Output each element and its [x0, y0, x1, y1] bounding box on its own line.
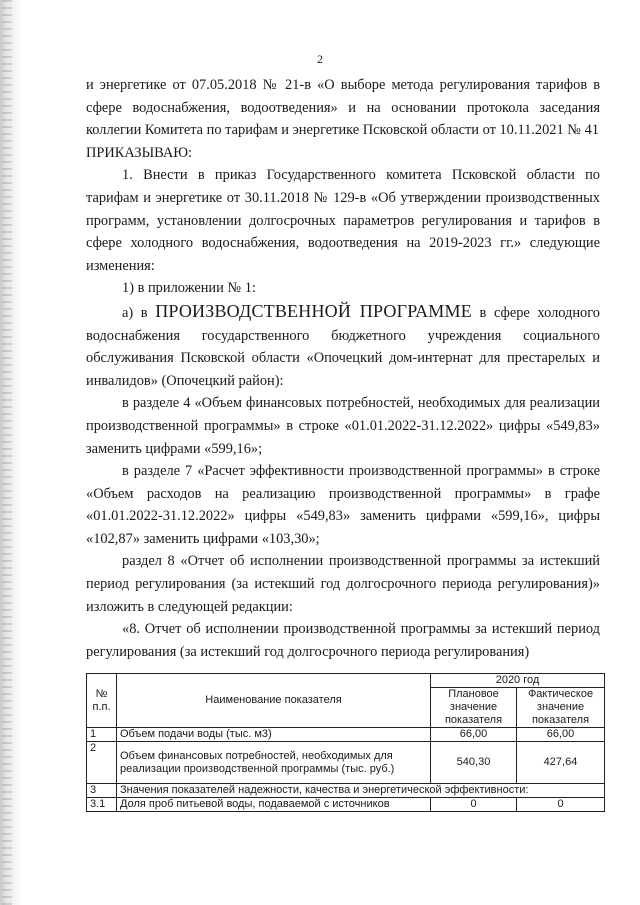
order-word: ПРИКАЗЫВАЮ:	[86, 144, 193, 161]
row-name: Значения показателей надежности, качества и энергетической эффективности:	[117, 784, 605, 798]
table-row	[87, 784, 605, 798]
header-name: Наименование показателя	[117, 674, 431, 728]
item-a-rest: в сфере холодного водоснабжения государственного бюджетного учреждения социального обслуживания Псковской области «Опочецкий дом-интернат для престарелых и инвалидов» (Опочецкий район):	[86, 304, 600, 389]
header-num: № п.п.	[87, 674, 117, 728]
row-planned: 66,00	[431, 728, 517, 742]
header-year: 2020 год	[431, 674, 605, 688]
subitem-1-paragraph: 1) в приложении № 1:	[122, 280, 256, 297]
table-row	[87, 742, 605, 784]
row-num: 2	[87, 742, 117, 784]
row-num: 3	[87, 784, 117, 798]
header-planned: Плановое значение показателя	[431, 688, 517, 728]
section-4-paragraph: в разделе 4 «Объем финансовых потребностей, необходимых для реализации производственной программы» в строке «01.01.2022-31.12.2022» цифры «549,83» заменить цифрами «599,16»;	[86, 395, 600, 457]
item-a-paragraph	[86, 300, 600, 392]
table-row	[87, 728, 605, 742]
item-1-paragraph: 1. Внести в приказ Государственного комитета Псковской области по тарифам и энергетике от 30.11.2018 № 129-в «Об утверждении производственных программ, установлении долгосрочных параметров регулирования и тарифов в сфере холодного водоснабжения, водоотведения на 2019-2023 гг.» следующие изменения:	[86, 167, 600, 274]
page-number: 2	[317, 52, 323, 66]
row-name: Доля проб питьевой воды, подаваемой с источников	[117, 798, 431, 812]
table-row	[87, 798, 605, 812]
scan-left-edge	[0, 0, 22, 905]
row-planned: 0	[431, 798, 517, 812]
program-title: ПРОИЗВОДСТВЕННОЙ ПРОГРАММЕ	[155, 300, 472, 321]
item-a-prefix: а) в	[122, 304, 156, 321]
row-num: 1	[87, 728, 117, 742]
section-8-quote-title: «8. Отчет об исполнении производственной программы за истекший период регулирования (за истекший год долгосрочного периода регулирования)	[86, 621, 600, 660]
row-actual: 66,00	[517, 728, 605, 742]
section-8-paragraph: раздел 8 «Отчет об исполнении производственной программы за истекший период регулирования (за истекший год долгосрочного периода регулирования)» изложить в следующей редакции:	[86, 553, 600, 615]
intro-paragraph: и энергетике от 07.05.2018 № 21-в «О выборе метода регулирования тарифов в сфере водоснабжения, водоотведения» и на основании протокола заседания коллегии Комитета по тарифам и энергетике Псковской области от 10.11.2021 № 41	[86, 77, 600, 139]
table-header-row-1	[87, 674, 605, 688]
header-actual: Фактическое значение показателя	[517, 688, 605, 728]
row-actual: 0	[517, 798, 605, 812]
section-7-paragraph: в разделе 7 «Расчет эффективности производственной программы» в строке «Объем расходов на реализацию производственной программы» в графе «01.01.2022-31.12.2022» цифры «549,83» заменить цифрами «599,16», цифры «102,87» заменить цифрами «103,30»;	[86, 463, 600, 547]
row-planned: 540,30	[431, 742, 517, 784]
row-num: 3.1	[87, 798, 117, 812]
row-name: Объем подачи воды (тыс. м3)	[117, 728, 431, 742]
row-name: Объем финансовых потребностей, необходимых для реализации производственной программы (тыс. руб.)	[117, 742, 431, 784]
report-table	[86, 673, 605, 812]
row-actual: 427,64	[517, 742, 605, 784]
document-body	[86, 74, 600, 663]
